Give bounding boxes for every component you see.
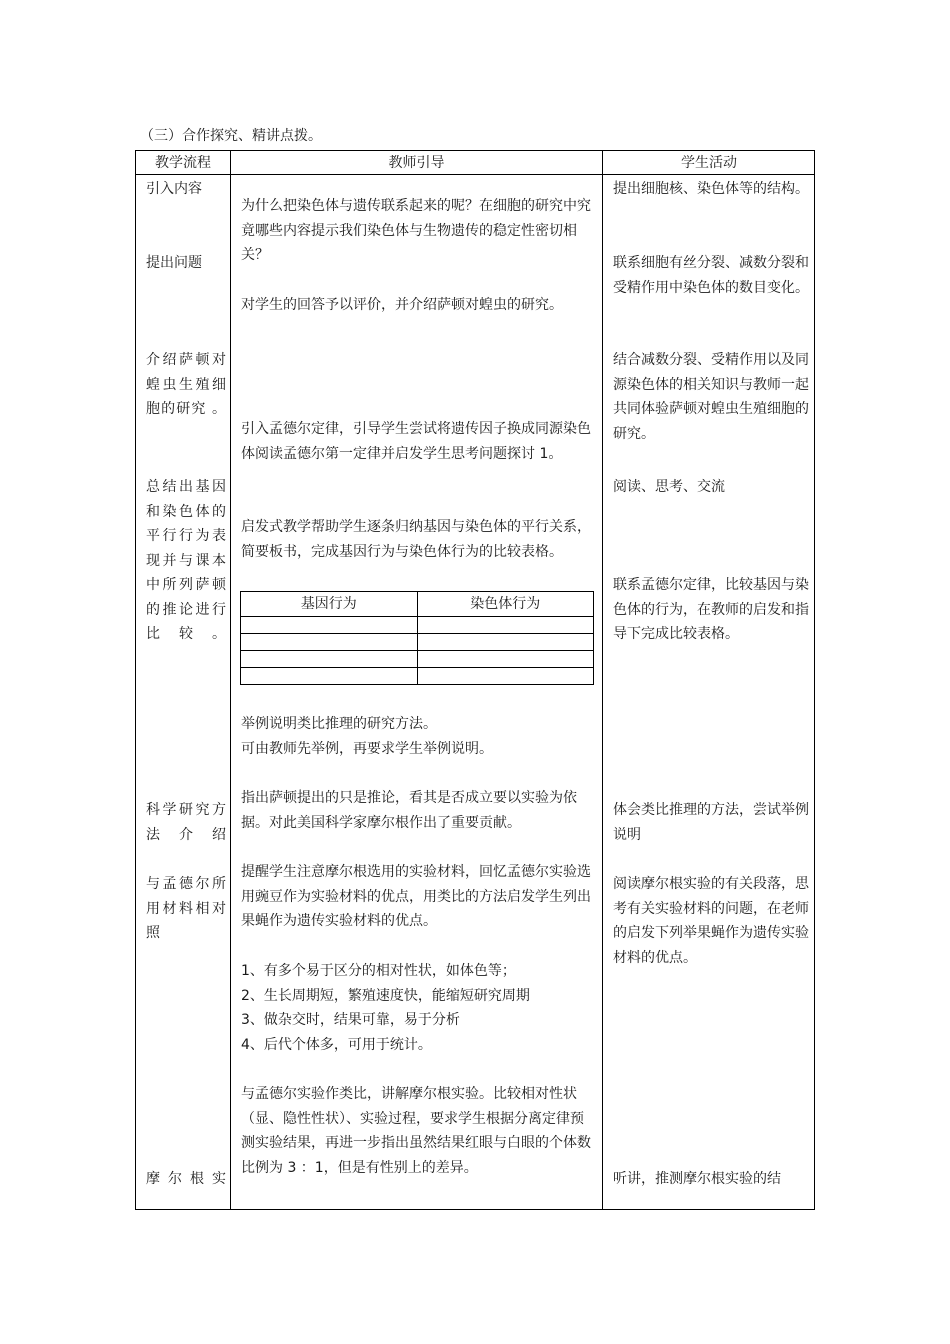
student-text: 提出细胞核、染色体等的结构。 bbox=[613, 181, 809, 197]
student-text: 阅读、思考、交流 bbox=[613, 479, 725, 495]
header-student: 学生活动 bbox=[681, 155, 737, 171]
lesson-table bbox=[135, 150, 815, 1210]
student-text: 联系细胞有丝分裂、减数分裂和受精作用中染色体的数目变化。 bbox=[613, 255, 809, 296]
table-cell bbox=[417, 617, 594, 634]
comparison-table bbox=[240, 591, 594, 685]
teacher-text: 引入孟德尔定律，引导学生尝试将遗传因子换成同源染色体阅读孟德尔第一定律并启发学生思考问题探讨 1。 bbox=[241, 421, 591, 462]
advantage-list bbox=[241, 959, 595, 1057]
teacher-text: 对学生的回答予以评价，并介绍萨顿对蝗虫的研究。 bbox=[241, 297, 563, 313]
table-cell bbox=[417, 668, 594, 685]
table-cell bbox=[241, 668, 418, 685]
section-heading: （三）合作探究、精讲点拨。 bbox=[140, 128, 322, 144]
student-text: 听讲，推测摩尔根实验的结 bbox=[613, 1171, 781, 1187]
flow-column bbox=[136, 175, 230, 1209]
table-cell bbox=[417, 651, 594, 668]
flow-step-materials: 与孟德尔所用材料相对照 bbox=[146, 876, 226, 941]
header-flow: 教学流程 bbox=[155, 155, 211, 171]
teacher-text bbox=[241, 712, 595, 761]
list-item: 1、有多个易于区分的相对性状，如体色等； bbox=[241, 963, 516, 979]
student-text: 联系孟德尔定律，比较基因与染色体的行为，在教师的启发和指导下完成比较表格。 bbox=[613, 577, 809, 642]
teacher-text: 启发式教学帮助学生逐条归纳基因与染色体的平行关系，简要板书，完成基因行为与染色体行为的比较表格。 bbox=[241, 519, 591, 560]
list-item: 2、生长周期短，繁殖速度快，能缩短研究周期 bbox=[241, 987, 530, 1004]
student-column bbox=[603, 175, 815, 1209]
teacher-text: 指出萨顿提出的只是推论，看其是否成立要以实验为依据。对此美国科学家摩尔根作出了重要贡献。 bbox=[241, 790, 577, 831]
table-cell bbox=[241, 651, 418, 668]
teacher-text: 提醒学生注意摩尔根选用的实验材料，回忆孟德尔实验选用豌豆作为实验材料的优点，用类比的方法启发学生列出果蝇作为遗传实验材料的优点。 bbox=[241, 864, 591, 929]
student-text: 体会类比推理的方法，尝试举例说明 bbox=[613, 802, 809, 843]
flow-step-question: 提出问题 bbox=[146, 255, 202, 271]
flow-step-method: 科学研究方法介绍 bbox=[146, 802, 226, 843]
flow-step-summary: 总结出基因和染色体的平行行为表现并与课本中所列萨顿的推论进行比较。 bbox=[146, 479, 226, 642]
table-header: 基因行为 bbox=[241, 592, 418, 617]
teacher-line: 可由教师先举例，再要求学生举例说明。 bbox=[241, 740, 493, 757]
list-item: 4、后代个体多，可用于统计。 bbox=[241, 1036, 432, 1053]
table-header: 染色体行为 bbox=[417, 592, 594, 617]
student-text: 结合减数分裂、受精作用以及同源染色体的相关知识与教师一起共同体验萨顿对蝗虫生殖细胞的研究。 bbox=[613, 352, 809, 442]
list-item: 3、做杂交时，结果可靠，易于分析 bbox=[241, 1012, 460, 1028]
header-teacher: 教师引导 bbox=[388, 155, 445, 171]
teacher-column bbox=[231, 175, 602, 1209]
flow-step-morgan: 摩尔根实 bbox=[146, 1171, 226, 1187]
table-cell bbox=[241, 617, 418, 634]
teacher-text: 与孟德尔实验作类比，讲解摩尔根实验。比较相对性状（显、隐性性状）、实验过程，要求学生根据分离定律预测实验结果，再进一步指出虽然结果红眼与白眼的个体数比例为 3 ：1，但是有性别上的差异。 bbox=[241, 1086, 591, 1176]
teacher-line: 举例说明类比推理的研究方法。 bbox=[241, 716, 437, 732]
flow-step-sutton: 介绍萨顿对蝗虫生殖细胞的研究 。 bbox=[146, 352, 226, 417]
flow-step-intro: 引入内容 bbox=[146, 181, 202, 197]
table-cell bbox=[417, 634, 594, 651]
table-cell bbox=[241, 634, 418, 651]
teacher-text: 为什么把染色体与遗传联系起来的呢？在细胞的研究中究竟哪些内容提示我们染色体与生物遗传的稳定性密切相关？ bbox=[241, 198, 591, 263]
student-text: 阅读摩尔根实验的有关段落，思考有关实验材料的问题，在老师的启发下列举果蝇作为遗传实验材料的优点。 bbox=[613, 876, 809, 966]
